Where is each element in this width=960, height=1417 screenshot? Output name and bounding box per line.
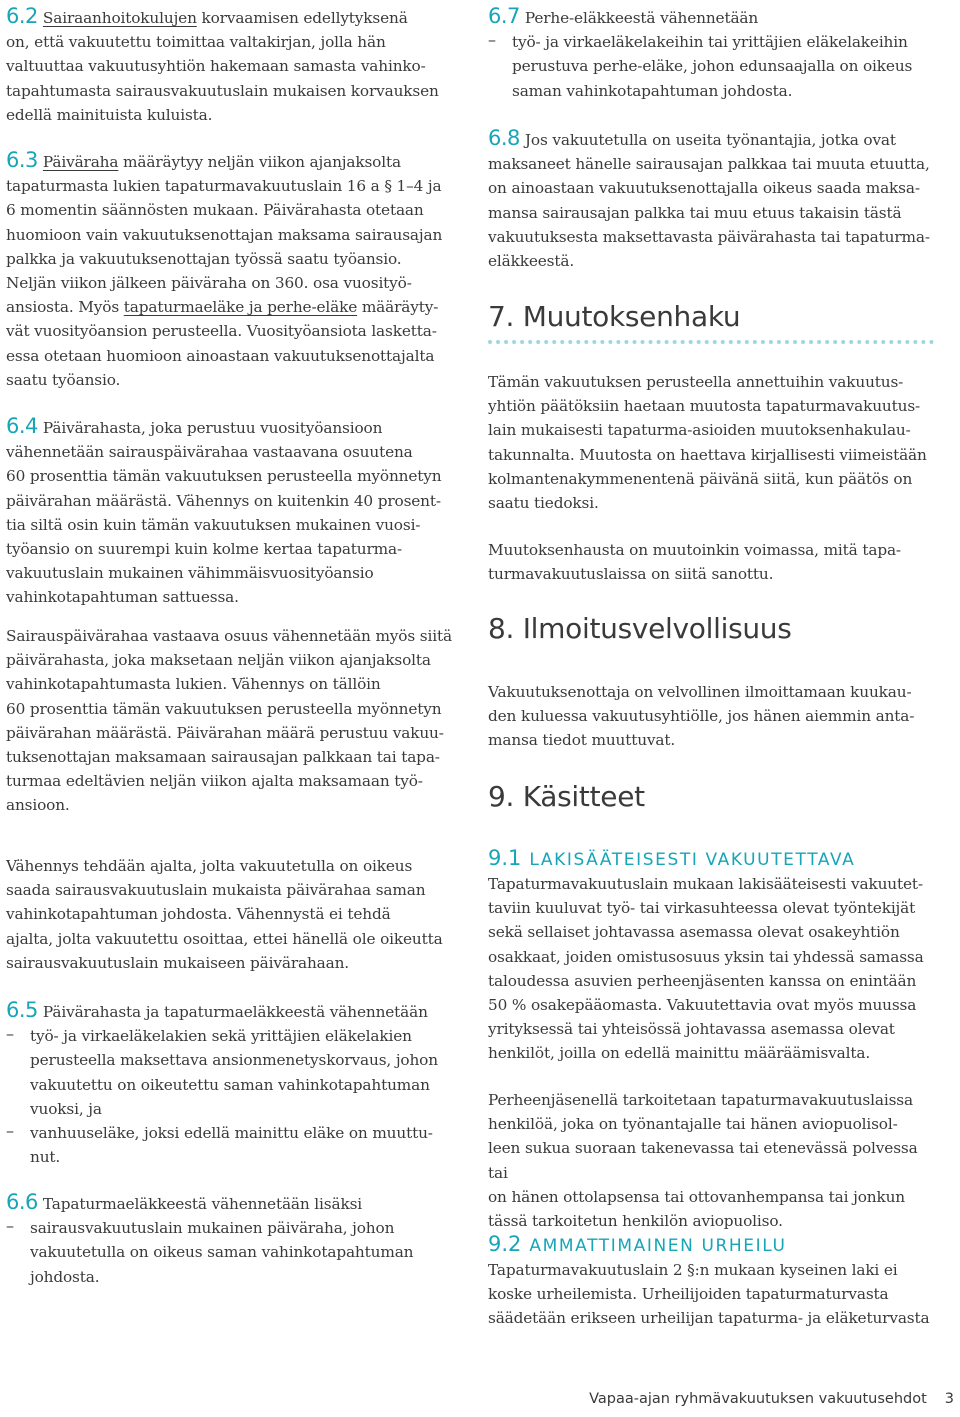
footer-title: Vapaa-ajan ryhmävakuutuksen vakuutusehdot <box>589 1391 927 1407</box>
paragraph-perheenjasen: Perheenjäsenellä tarkoitetaan tapaturmavakuutuslaissa henkilöä, joka on työnantajalle tai hänen aviopuolisol- leen sukua suoraan takenevassa tai etenevässä polvessa tai on hänen ottolapsensa tai ottovanhempansa tai jonkun tässä tarkoitetun henkilön aviopuoliso. <box>488 1091 918 1231</box>
section-6-4: 6.4 Päivärahasta, joka perustuu vuosityöansioon vähennetään sairauspäivärahaa vastaavana osuutena 60 prosenttia tämän vakuutuksen perusteella myönnetyn päivärahan määrästä. Vähennys on kuitenkin 40 prosent- tia siltä osin kuin tämän vakuutuksen mukainen vuosi- työansio on suurempi kuin kolme kertaa tapaturma- vakuutuslain mukainen vähimmäisvuosityöansio vahinkotapahtuman sattuessa. <box>6 414 442 607</box>
subsection-title: AMMATTIMAINEN URHEILU <box>529 1236 787 1256</box>
section-number: 6.3 <box>6 148 38 172</box>
subsection-title: LAKISÄÄTEISESTI VAKUUTETTAVA <box>529 850 856 870</box>
section-6-2: 6.2 Sairaanhoitokulujen korvaamisen edellytyksenä on, että vakuutettu toimittaa valtakirjan, jolla hän valtuuttaa vakuutusyhtiön hakemaan samasta vahinko- tapahtumasta sairausvakuutuslain mukaisen korvauksen edellä mainituista kuluista. <box>6 4 439 124</box>
section-6-3: 6.3 Päiväraha määräytyy neljän viikon ajanjaksolta tapaturmasta lukien tapaturmavakuutuslain 16 a § 1–4 ja 6 momentin säännösten mukaan. Päivärahasta otetaan huomioon vain vakuutuksenottajan maksama sairausajan palkka ja vakuutuksenottajan työssä saatu työansio. Neljän viikon jälkeen päiväraha on 360. osa vuosityö- ansiosta. Myös tapaturmaeläke ja perhe-eläke määräyty- vät vuosityöansion perusteella. Vuosityöansiota laskettа- essa otetaan huomioon ainoastaan vakuutuksenottajalta saatu työansio. <box>6 148 443 389</box>
section-6-5: 6.5 Päivärahasta ja tapaturmaeläkkeestä vähennetään – työ- ja virkaeläkelakien sekä yrittäjien eläkelakien perusteella maksettava ansionmenetyskorvaus, johon vakuutettu on oikeutettu saman vahinkotapahtuman vuoksi, ja – vanhuuseläke, joksi edellä mainittu eläke on muuttu- nut. <box>6 998 452 1169</box>
section-number: 6.2 <box>6 4 38 28</box>
section-9-2: 9.2 AMMATTIMAINEN URHEILU Tapaturmavakuutuslain 2 §:n mukaan kyseinen laki ei koske urheilemista. Urheilijoiden tapaturmaturvasta säädetään erikseen urheilijan tapaturma- ja eläketurvasta <box>488 1232 930 1328</box>
subsection-number: 9.1 <box>488 846 522 870</box>
section-6-7: 6.7 Perhe-eläkkeestä vähennetään – työ- ja virkaeläkelakeihin tai yrittäjien eläkelakeihin perustuva perhe-eläke, johon edunsaajalla on oikeus saman vahinkotapahtuman johdosta. <box>488 4 934 103</box>
section-6-6: 6.6 Tapaturmaeläkkeestä vähennetään lisäksi – sairausvakuutuslain mukainen päiväraha, johon vakuutetulla on oikeus saman vahinkotapahtuman johdosta. <box>6 1190 452 1289</box>
dash-bullet: – <box>6 1121 14 1141</box>
page-footer <box>589 1391 954 1407</box>
dash-bullet: – <box>488 30 496 50</box>
paragraph-sairauspaivaraha: Sairauspäivärahaa vastaava osuus vähennetään myös siitä päivärahasta, joka maksetaan neljän viikon ajanjaksolta vahinkotapahtumasta lukien. Vähennys on tällöin 60 prosenttia tämän vakuutuksen perusteella myönnetyn päivärahan määrästä. Päivärahan määrä perustuu vakuu- tuksenottajan maksamaan sairausajan palkkaan tai tapa- turmaa edeltävien neljän viikon ajalta maksamaan työ- ansioon. <box>6 627 452 815</box>
subsection-number: 9.2 <box>488 1232 522 1256</box>
section-heading: 7. Muutoksenhaku <box>488 300 741 333</box>
paragraph-7a: Tämän vakuutuksen perusteella annettuihin vakuutus- yhtiön päätöksiin haetaan muutosta tapaturmavakuutus- lain mukaisesti tapaturma-asioiden muutoksenhakulau- takunnalta. Muutosta on haettava kirjallisesti viimeistään kolmantenakymmenentenä päivänä siitä, kun päätös on saatu tiedoksi. <box>488 373 927 513</box>
dotted-divider <box>488 340 934 344</box>
list-item: – sairausvakuutuslain mukainen päiväraha, johon vakuutetulla on oikeus saman vahinkotapahtuman johdosta. <box>6 1216 414 1286</box>
dash-bullet: – <box>6 1024 14 1044</box>
section-number: 6.4 <box>6 414 38 438</box>
term-link: tapaturmaeläke ja perhe-eläke <box>123 298 358 317</box>
section-number: 6.7 <box>488 4 520 28</box>
list-item: – vanhuuseläke, joksi edellä mainittu eläke on muuttu- nut. <box>6 1121 433 1167</box>
section-heading: 9. Käsitteet <box>488 780 645 813</box>
page-number: 3 <box>944 1391 954 1407</box>
list-item: – työ- ja virkaeläkelakien sekä yrittäjien eläkelakien perusteella maksettava ansionmenetyskorvaus, johon vakuutettu on oikeutettu saman vahinkotapahtuman vuoksi, ja <box>6 1024 438 1118</box>
heading-9 <box>488 780 934 814</box>
paragraph-7b: Muutoksenhausta on muutoinkin voimassa, mitä tapa- turmavakuutuslaissa on siitä sanottu. <box>488 541 901 584</box>
section-6-8: 6.8 Jos vakuutetulla on useita työnantajia, jotka ovat maksaneet hänelle sairausajan palkkaa tai muuta etuutta, on ainoastaan vakuutuksenottajalla oikeus saada maksa- mansa sairausajan palkka tai muu etuus takaisin tästä vakuutuksesta maksettavasta päivärahasta tai tapaturma- eläkkeestä. <box>488 126 930 271</box>
section-number: 6.8 <box>488 126 520 150</box>
dash-bullet: – <box>6 1216 14 1236</box>
list-item: – työ- ja virkaeläkelakeihin tai yrittäjien eläkelakeihin perustuva perhe-eläke, johon edunsaajalla on oikeus saman vahinkotapahtuman johdosta. <box>488 30 913 100</box>
heading-8 <box>488 612 934 646</box>
paragraph-8: Vakuutuksenottaja on velvollinen ilmoittamaan kuukau- den kuluessa vakuutusyhtiölle, jos hänen aiemmin anta- mansa tiedot muuttuvat. <box>488 683 915 750</box>
section-number: 6.6 <box>6 1190 38 1214</box>
section-9-1: 9.1 LAKISÄÄTEISESTI VAKUUTETTAVA Tapaturmavakuutuslain mukaan lakisääteisesti vakuutet- taviin kuuluvat työ- tai virkasuhteessa olevat työntekijät sekä sellaiset johtavassa asemassa olevat osakeyhtiön osakkaat, joiden omistusosuus yksin tai yhdessä samassa taloudessa asuvien perheenjäsenten kanssa on enintään 50 % osakepääomasta. Vakuutettavia ovat myös muussa yrityksessä tai yhteisössä johtavassa asemassa olevat henkilöt, joilla on edellä mainittu määräämisvalta. <box>488 846 924 1063</box>
paragraph-vahennys: Vähennys tehdään ajalta, jolta vakuutetulla on oikeus saada sairausvakuutuslain mukaista päivärahaa saman vahinkotapahtuman johdosta. Vähennystä ei tehdä ajalta, jolta vakuutettu osoittaa, ettei hänellä ole oikeutta sairausvakuutuslain mukaiseen päivärahaan. <box>6 857 443 972</box>
term-link: Päiväraha <box>42 153 119 171</box>
section-heading: 8. Ilmoitusvelvollisuus <box>488 612 792 645</box>
heading-7 <box>488 300 934 344</box>
term-link: Sairaanhoitokulujen <box>42 9 197 27</box>
section-number: 6.5 <box>6 998 38 1022</box>
